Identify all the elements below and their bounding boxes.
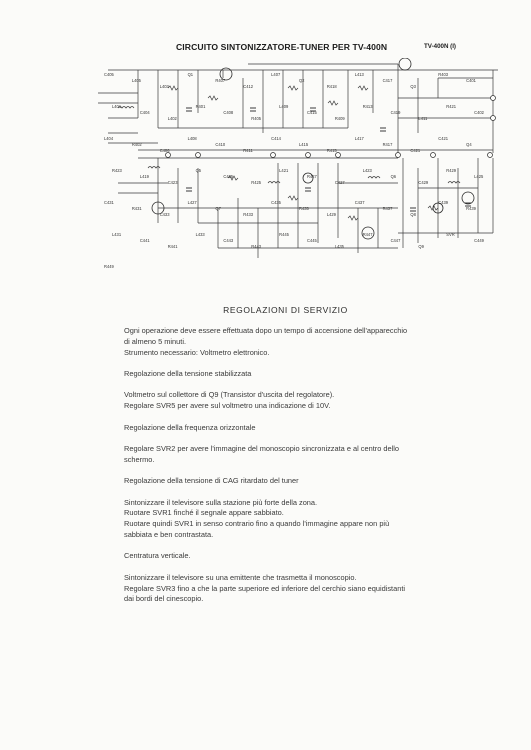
component-label: L413 [354, 72, 364, 77]
component-label: L433 [195, 232, 205, 237]
component-label: R429 [446, 168, 457, 173]
component-label: C414 [271, 136, 281, 141]
component-label: R439 [466, 206, 476, 211]
subheading: Regolazione della frequenza orizzontale [124, 422, 256, 432]
section-title: REGOLAZIONI DI SERVIZIO [223, 305, 348, 315]
component-label: R425 [251, 180, 262, 185]
component-label: R418 [326, 84, 337, 89]
component-label: C410 [215, 142, 226, 147]
circuit-schematic [98, 58, 508, 283]
component-label: C435 [271, 200, 281, 205]
component-label: C449 [474, 238, 484, 243]
component-label: C415 [307, 110, 317, 115]
component-label: C401 [466, 78, 476, 83]
component-label: C419 [390, 110, 401, 115]
paragraph: Regolare SVR2 per avere l'immagine del monoscopio sincronizzata e al centro dello [124, 443, 400, 453]
component-label: R407 [215, 78, 226, 83]
component-label: L408 [187, 136, 197, 141]
component-label: Q3 [410, 84, 416, 89]
paragraph: Voltmetro sul collettore di Q9 (Transistor d'uscita del regolatore). [124, 390, 335, 400]
component-label: Q6 [390, 174, 397, 179]
component-label: R415 [326, 148, 337, 153]
component-label: R409 [334, 116, 345, 121]
paragraph: Ogni operazione deve essere effettuata dopo un tempo di accensione dell'apparecchio [124, 326, 408, 335]
component-label: R431 [131, 206, 142, 211]
component-label: R427 [307, 174, 317, 179]
component-label: R437 [382, 206, 393, 211]
component-label: L403 [159, 84, 169, 89]
component-label: R433 [243, 212, 254, 217]
component-label: C423 [167, 180, 178, 185]
component-label: C406 [159, 148, 170, 153]
component-label: C443 [223, 238, 234, 243]
paragraph: sabbiata e ben contrastata. [124, 529, 214, 539]
component-label: L429 [326, 212, 336, 217]
component-label: L423 [362, 168, 372, 173]
page-title: CIRCUITO SINTONIZZATORE-TUNER PER TV-400N [176, 42, 388, 52]
subheading: Regolazione della tensione stabilizzata [124, 368, 252, 378]
component-label: R441 [167, 244, 178, 249]
component-label: C431 [104, 200, 114, 205]
component-label: C439 [438, 200, 449, 205]
component-label: SVR [446, 232, 455, 237]
component-label: C404 [139, 110, 150, 115]
paragraph: Ruotare SVR1 finché il segnale appare sabbiato. [124, 508, 284, 518]
schematic-drawing [98, 58, 508, 283]
component-label: R402 [131, 142, 142, 147]
component-label: C437 [354, 200, 365, 205]
component-label: Q1 [187, 72, 194, 77]
component-label: R435 [299, 206, 309, 211]
paragraph: Sintonizzare il televisore su una emittente che trasmetta il monoscopio. [124, 572, 357, 582]
component-label: R449 [104, 264, 114, 269]
component-label: L402 [167, 116, 177, 121]
component-label: L431 [112, 232, 122, 237]
component-label: Q4 [466, 142, 472, 147]
component-label: C408 [223, 110, 234, 115]
component-label: L404 [104, 136, 114, 141]
component-label: Q8 [410, 212, 416, 217]
component-label: R443 [251, 244, 262, 249]
subheading: Regolazione della tensione di CAG ritardato del tuner [124, 476, 299, 486]
paragraph: schermo. [124, 454, 155, 464]
component-label: R401 [195, 104, 206, 109]
component-label: Q5 [195, 168, 202, 173]
component-label: C412 [243, 84, 254, 89]
component-label: L401 [112, 104, 122, 109]
component-label: L419 [139, 174, 149, 179]
component-label: L411 [418, 116, 428, 121]
component-label: C417 [382, 78, 393, 83]
component-label: C433 [159, 212, 170, 217]
component-label: R421 [446, 104, 457, 109]
component-label: R423 [112, 168, 122, 173]
model-reference: TV-400N (I) [424, 43, 456, 50]
component-label: C421 [410, 148, 421, 153]
component-label: L417 [354, 136, 364, 141]
component-label: R447 [362, 232, 373, 237]
component-label: R405 [251, 116, 262, 121]
component-label: C421 [438, 136, 449, 141]
service-instructions [124, 326, 494, 605]
component-label: R403 [438, 72, 449, 77]
subheading: Centratura verticale. [124, 551, 191, 561]
component-label: C405 [104, 72, 114, 77]
paragraph: Regolare SVR3 fino a che la parte superiore ed inferiore del cerchio siano equidistanti [124, 583, 406, 593]
paragraph: Strumento necessario: Voltmetro elettronico. [124, 347, 270, 357]
component-label: Q2 [299, 78, 305, 83]
component-label: C447 [390, 238, 401, 243]
component-label: L435 [334, 244, 344, 249]
paragraph: Sintonizzare il televisore sulla stazione più forte della zona. [124, 497, 318, 507]
component-label: C445 [307, 238, 317, 243]
component-label: L425 [474, 174, 484, 179]
paragraph: Ruotare quindi SVR1 in senso contrario fino a quando l'immagine appare non più [124, 519, 390, 529]
component-label: L407 [271, 72, 281, 77]
component-label: C441 [139, 238, 150, 243]
component-label: C427 [334, 180, 345, 185]
component-label: Q7 [215, 206, 221, 211]
paragraph: dai bordi del cinescopio. [124, 594, 204, 604]
component-label: L415 [299, 142, 309, 147]
component-label: L421 [279, 168, 289, 173]
paragraph: di almeno 5 minuti. [124, 336, 187, 346]
component-label: C429 [418, 180, 429, 185]
component-label: L409 [279, 104, 289, 109]
component-label: L427 [187, 200, 197, 205]
component-label: Q9 [418, 244, 424, 249]
component-label: C402 [474, 110, 484, 115]
component-label: C425 [223, 174, 234, 179]
paragraph: Regolare SVR5 per avere sul voltmetro una indicazione di 10V. [124, 401, 331, 411]
component-label: R413 [362, 104, 373, 109]
component-label: R445 [279, 232, 289, 237]
component-label: R411 [243, 148, 253, 153]
component-label: R417 [382, 142, 393, 147]
component-label: L405 [131, 78, 141, 83]
